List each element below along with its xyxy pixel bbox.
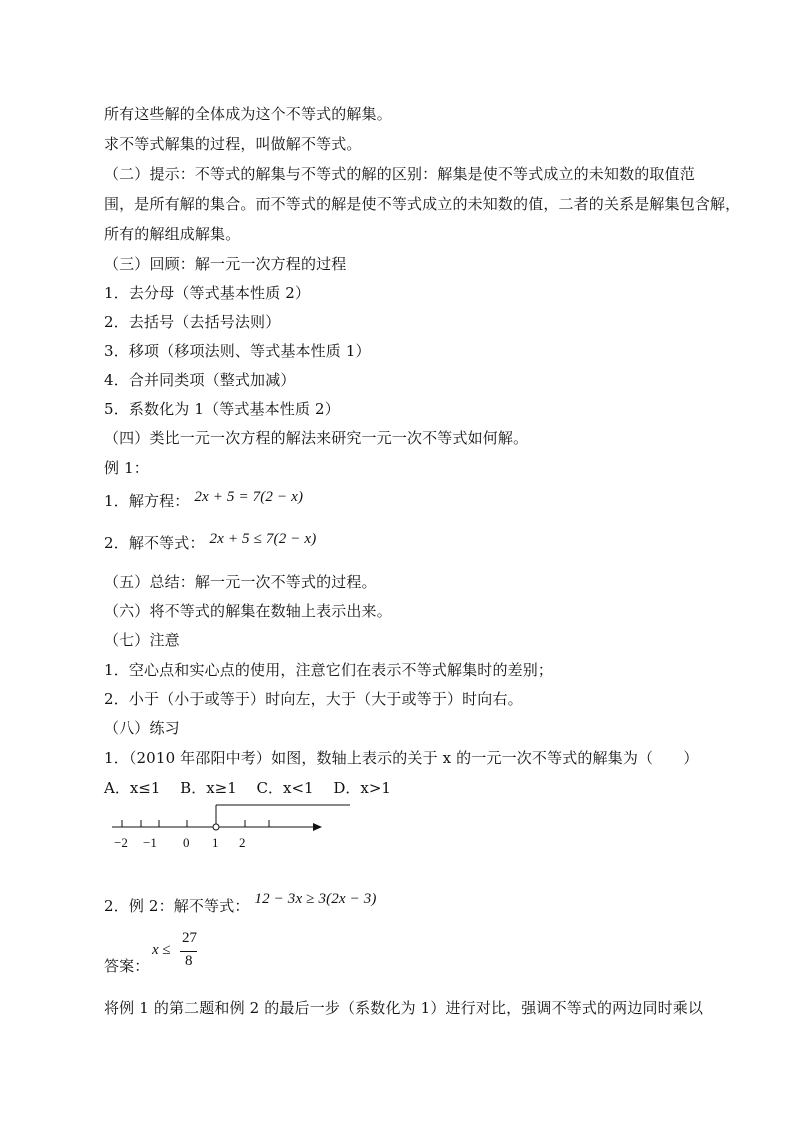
arrow-head-icon [313, 823, 322, 831]
list-item: 4．合并同类项（整式加减） [104, 371, 296, 389]
fraction-denominator: 8 [185, 953, 193, 969]
inequality: 12 − 3x ≥ 3(2x − 3) [254, 891, 377, 907]
tick-label: 1 [212, 835, 219, 850]
open-point-icon [213, 824, 219, 830]
tick-label: −2 [114, 835, 128, 850]
text-line: 求不等式解集的过程，叫做解不等式。 [104, 135, 362, 153]
list-item: 1．去分母（等式基本性质 2） [104, 284, 311, 302]
number-line [112, 800, 362, 840]
fraction-bar [180, 951, 197, 952]
text-line: 所有这些解的全体成为这个不等式的解集。 [104, 105, 392, 123]
list-item: 5．系数化为 1（等式基本性质 2） [104, 400, 340, 418]
section-heading: （三）回顾：解一元一次方程的过程 [104, 255, 347, 273]
tick-label: 0 [183, 835, 190, 850]
question-text: 1．（2010 年邵阳中考）如图，数轴上表示的关于 x 的一元一次不等式的解集为（ ） [104, 749, 699, 767]
section-heading: （七）注意 [104, 631, 180, 649]
fraction-numerator: 27 [182, 930, 197, 946]
item-label: 2．例 2：解不等式： [104, 897, 250, 915]
list-item [104, 533, 316, 554]
answer-label: 答案： [104, 957, 150, 975]
answer-fraction [152, 930, 212, 974]
tick-label: 2 [239, 835, 246, 850]
section-heading: （六）将不等式的解集在数轴上表示出来。 [104, 602, 392, 620]
inequality: 2x + 5 ≤ 7(2 − x) [209, 531, 317, 547]
tick-label: −1 [143, 835, 157, 850]
text-line: 将例 1 的第二题和例 2 的最后一步（系数化为 1）进行对比，强调不等式的两边同时乘以 [104, 999, 704, 1017]
list-item: 1．空心点和实心点的使用，注意它们在表示不等式解集时的差别； [104, 661, 554, 679]
item-label: 2．解不等式： [104, 534, 205, 552]
text-line: 围，是所有解的集合。而不等式的解是使不等式成立的未知数的值，二者的关系是解集包含解， [104, 195, 741, 213]
section-heading: （五）总结：解一元一次不等式的过程。 [104, 573, 377, 591]
example-label: 例 1： [104, 459, 149, 477]
text-line: 所有的解组成解集。 [104, 225, 241, 243]
answer-options: A．x≤1 B．x≥1 C．x<1 D．x>1 [104, 779, 391, 797]
equation: 2x + 5 = 7(2 − x) [194, 489, 304, 505]
list-item: 2．去括号（去括号法则） [104, 313, 281, 331]
text-line: （二）提示：不等式的解集与不等式的解的区别：解集是使不等式成立的未知数的取值范 [104, 165, 695, 183]
list-item: 3．移项（移项法则、等式基本性质 1） [104, 342, 371, 360]
fraction-lhs: x ≤ [152, 942, 171, 958]
section-heading: （八）练习 [104, 719, 180, 737]
number-line-figure [112, 800, 362, 860]
item-label: 1．解方程： [104, 492, 190, 510]
list-item: 2．小于（小于或等于）时向左，大于（大于或等于）时向右。 [104, 690, 523, 708]
list-item [104, 891, 377, 917]
section-heading: （四）类比一元一次方程的解法来研究一元一次不等式如何解。 [104, 429, 529, 447]
list-item [104, 491, 303, 512]
